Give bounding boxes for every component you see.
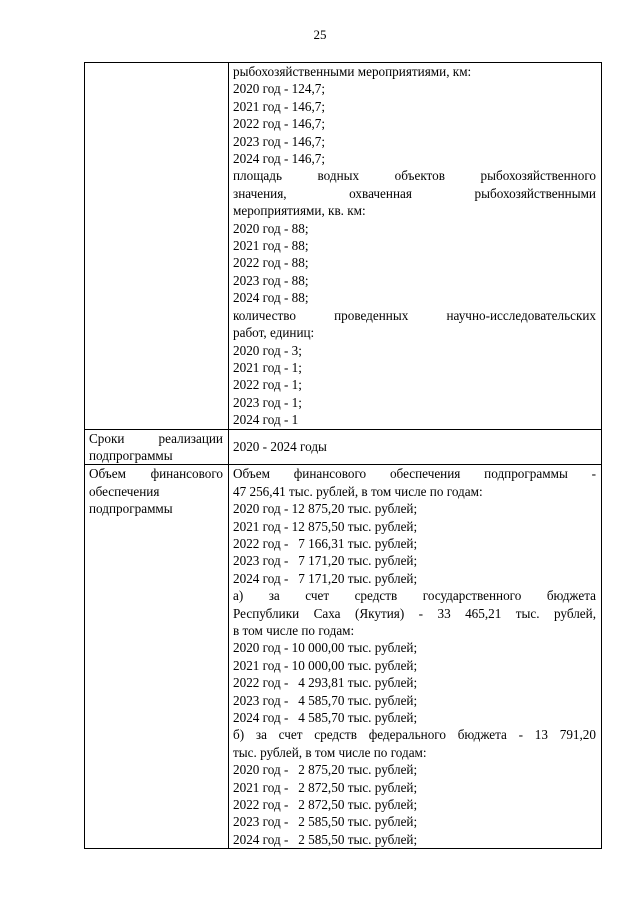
value-line: 2021 год - 12 875,50 тыс. рублей; (233, 518, 418, 534)
value-line: 2023 год - 7 171,20 тыс. рублей; (233, 553, 418, 569)
value-line: а) за счет средств государственного бюджета (233, 588, 596, 604)
value-line: 2020 год - 12 875,20 тыс. рублей; (233, 501, 418, 517)
row-financing-volume (85, 465, 602, 849)
value-line: 2022 год - 88; (233, 255, 309, 271)
value-line: 2024 год - 88; (233, 290, 309, 306)
table-body (85, 63, 602, 849)
row-label-cell (85, 63, 229, 430)
value-line: 2024 год - 2 585,50 тыс. рублей; (233, 831, 418, 847)
label-line: обеспечения (89, 483, 160, 499)
row-label-cell (85, 429, 229, 465)
value-line: 2022 год - 146,7; (233, 116, 325, 132)
value-line: 2021 год - 2 872,50 тыс. рублей; (233, 779, 418, 795)
value-line: 2021 год - 88; (233, 238, 309, 254)
value-line: 2020 год - 88; (233, 220, 309, 236)
value-line: 2020 год - 124,7; (233, 81, 325, 97)
value-line: 2024 год - 7 171,20 тыс. рублей; (233, 570, 418, 586)
label-line: Сроки реализации (89, 430, 223, 446)
value-line: значения, охваченная рыбохозяйственными (233, 185, 596, 201)
value-line: 2020 год - 3; (233, 342, 302, 358)
value-line: 2022 год - 4 293,81 тыс. рублей; (233, 675, 418, 691)
value-line: 2020 - 2024 годы (233, 438, 327, 454)
value-line: 2023 год - 4 585,70 тыс. рублей; (233, 692, 418, 708)
value-line: площадь водных объектов рыбохозяйственного (233, 168, 596, 184)
subprogram-passport-table (84, 62, 602, 849)
row-indicators-continued (85, 63, 602, 430)
value-line: 2021 год - 1; (233, 359, 302, 375)
value-line: рыбохозяйственными мероприятиями, км: (233, 64, 472, 79)
value-line: 2021 год - 10 000,00 тыс. рублей; (233, 657, 418, 673)
row-value-cell (229, 465, 602, 849)
value-line: Республики Саха (Якутия) - 33 465,21 тыс. рублей, (233, 605, 596, 621)
value-line: тыс. рублей, в том числе по годам: (233, 744, 427, 760)
value-line: 2020 год - 2 875,20 тыс. рублей; (233, 762, 418, 778)
value-line: количество проведенных научно-исследовательских (233, 307, 596, 323)
value-line: 2022 год - 1; (233, 377, 302, 393)
value-line: 2020 год - 10 000,00 тыс. рублей; (233, 640, 418, 656)
label-line: подпрограммы (89, 501, 173, 517)
row-label-cell (85, 465, 229, 849)
page-number: 25 (313, 27, 327, 42)
value-line: 2024 год - 1 (233, 412, 299, 428)
value-line: мероприятиями, кв. км: (233, 203, 366, 219)
value-line: 47 256,41 тыс. рублей, в том числе по годам: (233, 483, 483, 499)
value-line: 2022 год - 2 872,50 тыс. рублей; (233, 797, 418, 813)
row-value-cell (229, 63, 602, 430)
value-line: 2024 год - 146,7; (233, 151, 325, 167)
value-line: 2023 год - 88; (233, 272, 309, 288)
value-line: б) за счет средств федерального бюджета - 13 791,20 (233, 727, 596, 743)
label-line: подпрограммы (89, 447, 173, 463)
value-line: Объем финансового обеспечения подпрограммы - (233, 466, 596, 482)
value-line: работ, единиц: (233, 325, 315, 341)
value-line: 2022 год - 7 166,31 тыс. рублей; (233, 535, 418, 551)
label-line: Объем финансового (89, 466, 223, 482)
row-implementation-period (85, 429, 602, 465)
value-line: 2023 год - 1; (233, 394, 302, 410)
row-value-cell (229, 429, 602, 465)
value-line: 2021 год - 146,7; (233, 98, 325, 114)
value-line: в том числе по годам: (233, 623, 355, 638)
value-line: 2023 год - 2 585,50 тыс. рублей; (233, 814, 418, 830)
value-line: 2023 год - 146,7; (233, 133, 325, 149)
value-line: 2024 год - 4 585,70 тыс. рублей; (233, 710, 418, 726)
